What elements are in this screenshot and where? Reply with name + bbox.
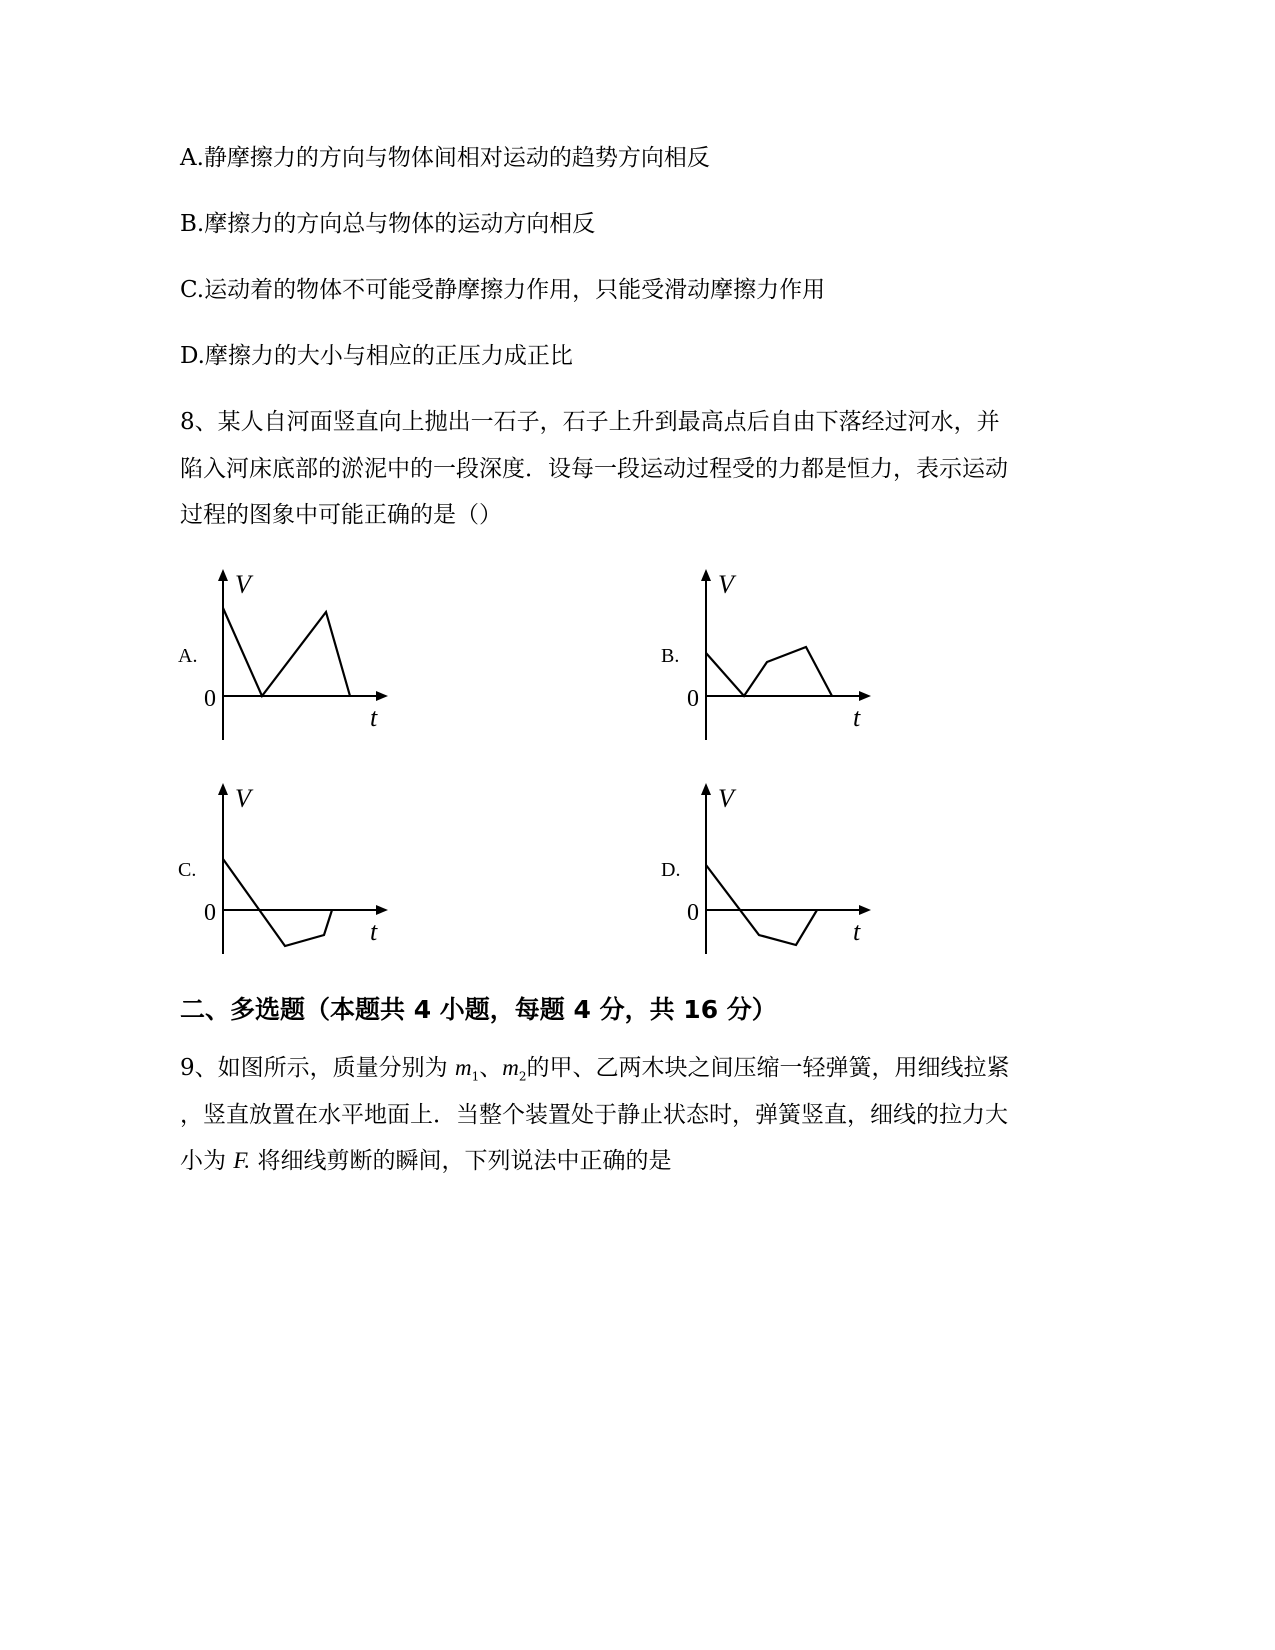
- mass-symbol-2: m: [502, 1055, 519, 1080]
- graph-a-option-label: A.: [178, 645, 198, 667]
- v-axis-label: V: [235, 570, 251, 599]
- question-8-line-2: 陷入河床底部的淤泥中的一段深度．设每一段运动过程受的力都是恒力，表示运动: [180, 456, 1008, 482]
- t-axis-label: t: [370, 703, 378, 732]
- graph-b-svg: [658, 565, 878, 745]
- graph-d: [658, 779, 878, 959]
- option-b-text: B.摩擦力的方向总与物体的运动方向相反: [180, 211, 596, 237]
- graph-b: [658, 565, 878, 745]
- velocity-curve: [223, 859, 332, 946]
- option-d-text: D.摩擦力的大小与相应的正压力成正比: [180, 343, 573, 369]
- q9-separator: 、: [479, 1055, 503, 1081]
- t-axis-arrow: [376, 691, 388, 701]
- q9-line3-end: 将细线剪断的瞬间，下列说法中正确的是: [250, 1148, 672, 1174]
- t-axis-arrow: [376, 905, 388, 915]
- graph-d-option-label: D.: [661, 859, 681, 881]
- force-symbol: F.: [233, 1148, 251, 1173]
- t-axis-label: t: [370, 917, 378, 946]
- q9-line3-start: 小为: [180, 1148, 234, 1174]
- velocity-curve: [706, 647, 832, 696]
- option-c-text: C.运动着的物体不可能受静摩擦力作用，只能受滑动摩擦力作用: [180, 277, 826, 303]
- t-axis-arrow: [859, 905, 871, 915]
- v-axis-arrow: [218, 569, 228, 581]
- origin-label: 0: [687, 686, 699, 712]
- t-axis-label: t: [853, 917, 861, 946]
- origin-label: 0: [687, 900, 699, 926]
- option-a-text: A.静摩擦力的方向与物体间相对运动的趋势方向相反: [180, 145, 710, 171]
- velocity-curve: [706, 865, 817, 945]
- question-9-line-2: ，竖直放置在水平地面上．当整个装置处于静止状态时，弹簧竖直，细线的拉力大: [180, 1102, 1008, 1128]
- graph-a: [175, 565, 395, 745]
- v-axis-arrow: [701, 783, 711, 795]
- v-axis-label: V: [718, 784, 734, 813]
- question-9-line-3: [180, 1146, 671, 1176]
- v-axis-arrow: [218, 783, 228, 795]
- t-axis-arrow: [859, 691, 871, 701]
- graph-b-option-label: B.: [661, 645, 680, 667]
- v-axis-label: V: [235, 784, 251, 813]
- graph-d-svg: [658, 779, 878, 959]
- origin-label: 0: [204, 686, 216, 712]
- section-heading: 二、多选题（本题共 4 小题，每题 4 分，共 16 分）: [180, 995, 777, 1024]
- graph-a-svg: [175, 565, 395, 745]
- v-axis-arrow: [701, 569, 711, 581]
- mass-symbol-1: m: [454, 1055, 472, 1080]
- mass-subscript-2: 2: [518, 1069, 527, 1084]
- graph-c: [175, 779, 395, 959]
- graph-c-option-label: C.: [178, 859, 197, 881]
- graph-c-svg: [175, 779, 395, 959]
- t-axis-label: t: [853, 703, 861, 732]
- q9-text-start: 9、如图所示，质量分别为: [180, 1055, 455, 1081]
- question-9-line-1: [180, 1053, 1009, 1092]
- question-8-line-1: 8、某人自河面竖直向上抛出一石子，石子上升到最高点后自由下落经过河水，并: [180, 409, 1000, 435]
- v-axis-label: V: [718, 570, 734, 599]
- origin-label: 0: [204, 900, 216, 926]
- q9-text-end: 的甲、乙两木块之间压缩一轻弹簧，用细线拉紧: [526, 1055, 1010, 1081]
- question-8-line-3: 过程的图象中可能正确的是（）: [180, 502, 502, 528]
- mass-subscript-1: 1: [471, 1069, 480, 1084]
- velocity-curve: [223, 608, 350, 696]
